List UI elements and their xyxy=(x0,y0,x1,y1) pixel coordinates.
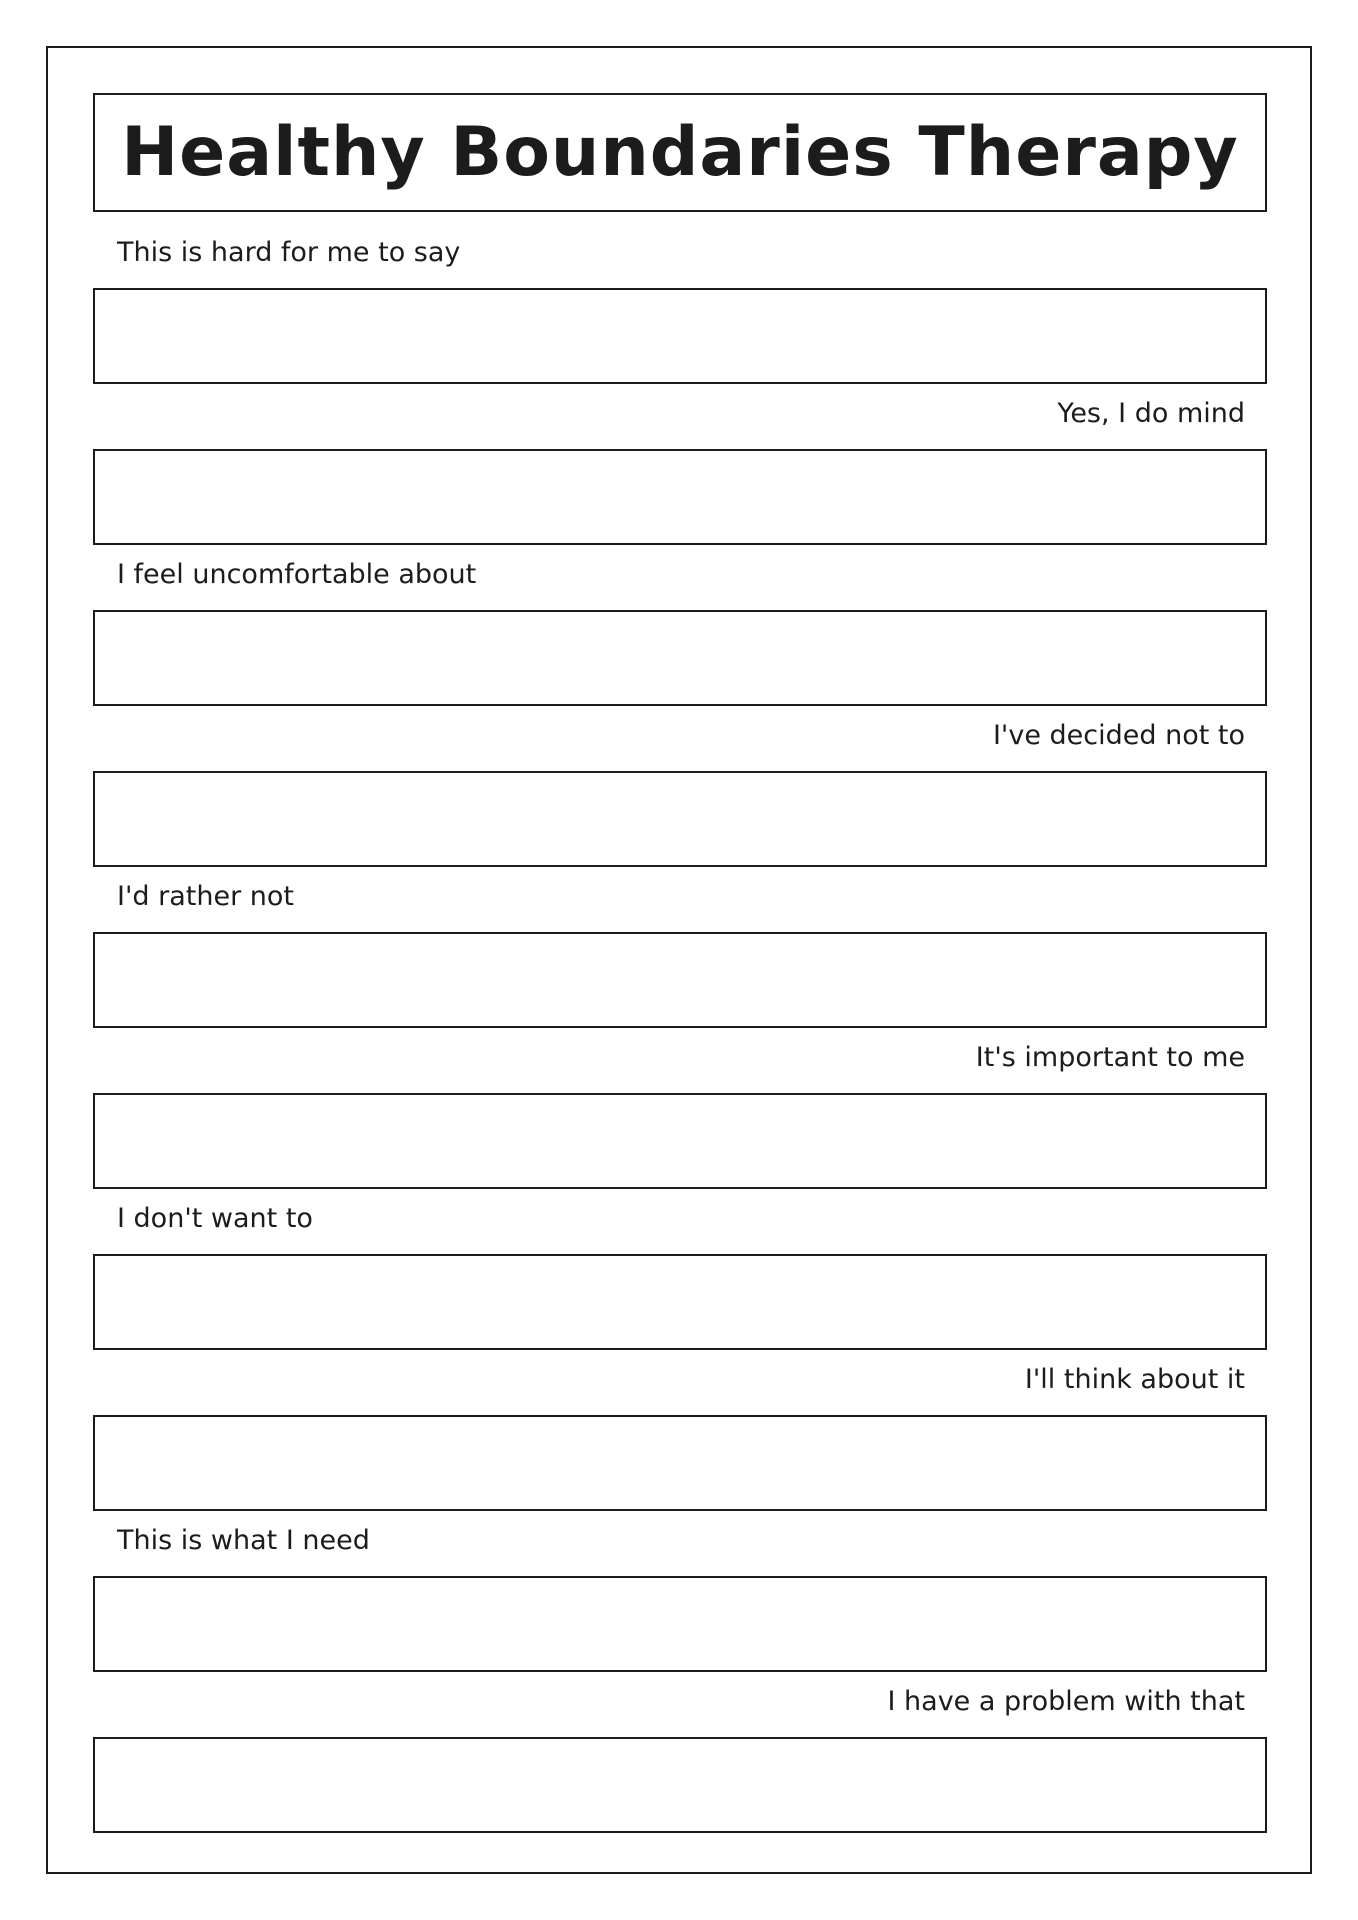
prompt-label: I've decided not to xyxy=(992,720,1245,751)
prompt-label: I'll think about it xyxy=(1024,1364,1245,1395)
prompt-label: Yes, I do mind xyxy=(1057,398,1245,429)
title-box xyxy=(93,93,1267,212)
worksheet-title: Healthy Boundaries Therapy xyxy=(121,113,1239,192)
answer-box[interactable] xyxy=(93,771,1267,867)
prompt-label: I'd rather not xyxy=(117,881,294,912)
prompt-label: I feel uncomfortable about xyxy=(117,559,477,590)
answer-box[interactable] xyxy=(93,1415,1267,1511)
prompt-label: I have a problem with that xyxy=(887,1686,1245,1717)
answer-box[interactable] xyxy=(93,1254,1267,1350)
prompt-label: It's important to me xyxy=(975,1042,1245,1073)
answer-box[interactable] xyxy=(93,1093,1267,1189)
answer-box[interactable] xyxy=(93,610,1267,706)
answer-box[interactable] xyxy=(93,1737,1267,1833)
prompt-label: I don't want to xyxy=(117,1203,313,1234)
answer-box[interactable] xyxy=(93,932,1267,1028)
answer-box[interactable] xyxy=(93,288,1267,384)
prompt-label: This is what I need xyxy=(117,1525,370,1556)
prompt-label: This is hard for me to say xyxy=(117,237,461,268)
answer-box[interactable] xyxy=(93,1576,1267,1672)
answer-box[interactable] xyxy=(93,449,1267,545)
